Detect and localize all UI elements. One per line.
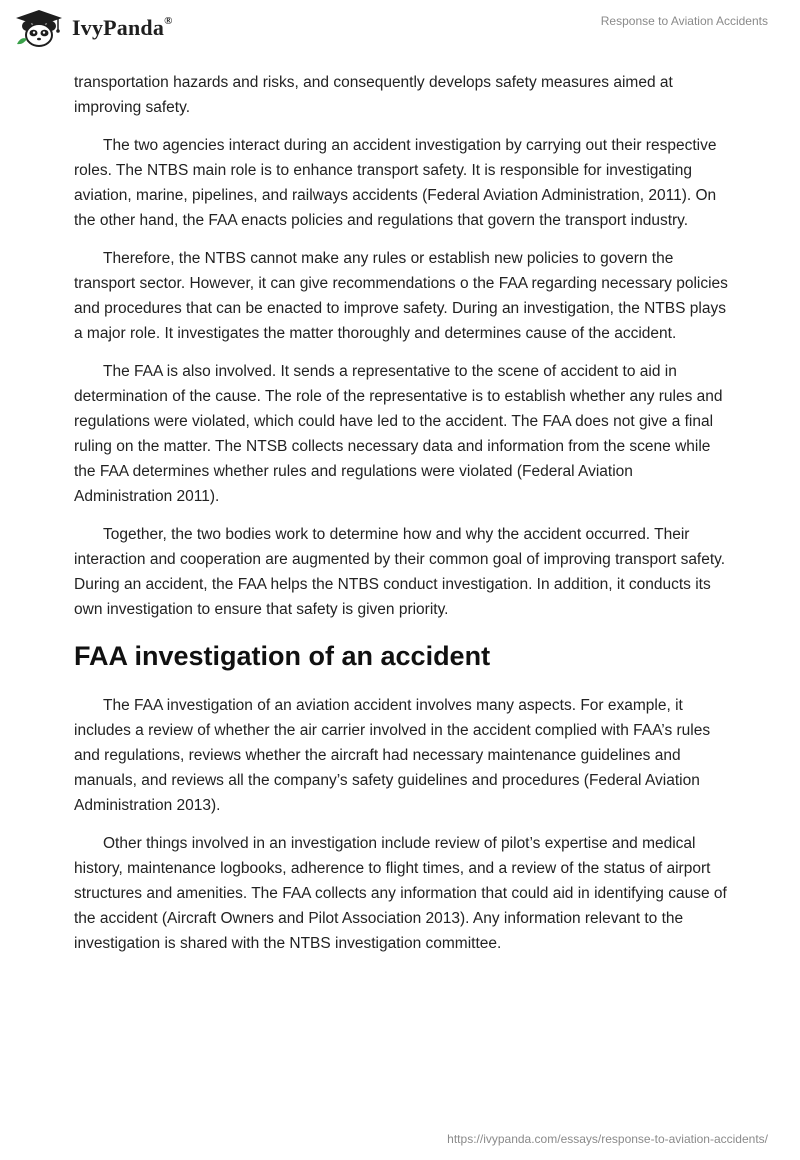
paragraph: The FAA investigation of an aviation accident involves many aspects. For example, it includes a review of whether the air carrier involved in the accident complied with FAA’s rules and regulations, reviews whether the aircraft had necessary maintenance guidelines and manuals, and reviews all the company’s safety guidelines and procedures (Federal Aviation Administration 2013). (74, 697, 711, 814)
essay-body (74, 70, 734, 969)
panda-graduate-icon (14, 8, 64, 48)
paragraph: The two agencies interact during an accident investigation by carrying out their respective roles. The NTBS main role is to enhance transport safety. It is responsible for investigating aviation, marine, pipelines, and railways accidents (Federal Aviation Administration, 2011). On the other hand, the FAA enacts policies and regulations that govern the transport industry. (74, 137, 717, 229)
document-title: Response to Aviation Accidents (600, 14, 768, 28)
section-heading: FAA investigation of an accident (74, 641, 491, 671)
source-url[interactable]: https://ivypanda.com/essays/response-to-aviation-accidents/ (447, 1132, 768, 1146)
paragraph: Other things involved in an investigation include review of pilot’s expertise and medical history, maintenance logbooks, adherence to flight times, and a review of the status of airport structures and amenities. The FAA collects any information that could aid in identifying cause of the accident (Aircraft Owners and Pilot Association 2013). Any information relevant to the investigation is shared with the NTBS investigation committee. (74, 835, 727, 952)
logo-text: IvyPanda® (72, 14, 173, 40)
paragraph: The FAA is also involved. It sends a representative to the scene of accident to aid in determination of the cause. The role of the representative is to establish whether any rules and regulations were violated, which could have led to the accident. The FAA does not give a final ruling on the matter. The NTSB collects necessary data and information from the scene while the FAA determines whether rules and regulations were violated (Federal Aviation Administration 2011). (74, 363, 723, 505)
paragraph: Together, the two bodies work to determine how and why the accident occurred. Their interaction and cooperation are augmented by their common goal of improving transport safety. During an accident, the FAA helps the NTBS conduct investigation. In addition, it conducts its own investigation to ensure that safety is given priority. (74, 526, 726, 618)
paragraph: transportation hazards and risks, and consequently develops safety measures aimed at improving safety. (74, 74, 673, 116)
paragraph: Therefore, the NTBS cannot make any rules or establish new policies to govern the transport sector. However, it can give recommendations o the FAA regarding necessary policies and procedures that can be enacted to improve safety. During an investigation, the NTBS plays a major role. It investigates the matter thoroughly and determines cause of the accident. (74, 250, 728, 342)
ivypanda-logo[interactable] (14, 8, 173, 48)
page-header (0, 0, 800, 62)
